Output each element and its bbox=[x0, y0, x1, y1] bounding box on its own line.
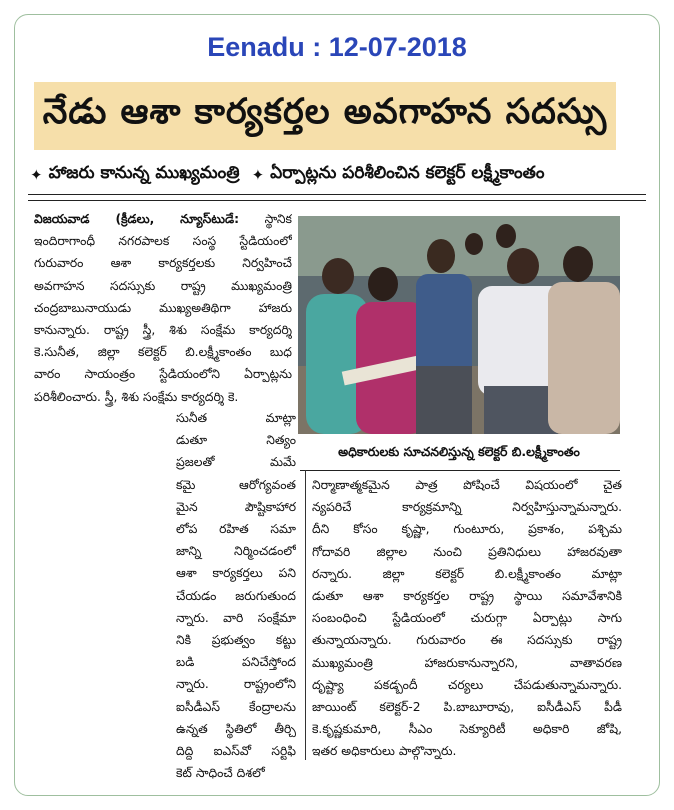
news-photo bbox=[298, 216, 620, 434]
article-line: దిద్ది ఐఎస్‌వో సర్టిఫి bbox=[176, 744, 296, 759]
masthead-title: Eenadu : 12-07-2018 bbox=[207, 32, 467, 62]
article-line: తున్నాయన్నారు. గురువారం ఈ సదస్సుకు రాష్ట్ర bbox=[312, 633, 622, 648]
article-line: వారం సాయంత్రం స్టేడియంలోని ఏర్పాట్లను bbox=[34, 367, 292, 382]
article-line-text: స్థానిక bbox=[264, 212, 292, 226]
article-line: కె.కృష్ణకుమారి, సీఎం సెక్యూరిటీ అధికారి జోషి, bbox=[312, 722, 622, 737]
headline-text: నేడు ఆశా కార్యకర్తల అవగాహన సదస్సు bbox=[42, 92, 608, 132]
article-line: కానున్నారు. రాష్ట్ర స్త్రీ, శిశు సంక్షేమ కార్యదర్శి bbox=[34, 323, 292, 338]
article-line: జాన్ని నిర్మించడంలో bbox=[176, 544, 296, 559]
article-column-narrow bbox=[176, 407, 296, 784]
article-line: ముఖ్యమంత్రి హాజరుకానున్నారని, వాతావరణ bbox=[312, 655, 622, 670]
article-line: ఐసీడీఎస్ కేంద్రాలను bbox=[176, 699, 296, 714]
headline-banner bbox=[34, 82, 616, 150]
article-line: నిర్మాణాత్మకమైన పాత్ర పోషించే విషయంలో చైత bbox=[312, 478, 622, 492]
subhead-item bbox=[30, 163, 240, 187]
subhead-text: హాజరు కానున్న ముఖ్యమంత్రి bbox=[48, 163, 240, 183]
article-line: సంబంధించి స్టేడియంలో చురుగ్గా ఏర్పాట్లు సాగు bbox=[312, 611, 622, 626]
divider-caption bbox=[300, 470, 620, 471]
subhead-text: ఏర్పాట్లను పరిశీలించిన కలెక్టర్ లక్ష్మీకాంతం bbox=[270, 163, 545, 183]
article-line: దీని కోసం కృష్ణా, గుంటూరు, ప్రకాశం, పశ్చిమ bbox=[312, 522, 622, 537]
subhead-item bbox=[252, 163, 545, 187]
article-line: గురువారం ఆశా కార్యకర్తలకు నిర్వహించే bbox=[34, 256, 292, 271]
article-line: జాయింట్ కలెక్టర్-2 పి.బాబూరావు, ఐసీడీఎస్ పీడీ bbox=[312, 700, 622, 715]
article-line: ఆశా కార్యకర్తలు పని bbox=[176, 566, 296, 581]
article-line: సునీత మాట్లా bbox=[176, 411, 296, 425]
article-line: కె.సునీత, జిల్లా కలెక్టర్ బి.లక్ష్మీకాంతం బుధ bbox=[34, 345, 292, 360]
article-line: న్నారు. రాష్ట్రంలోని bbox=[176, 677, 296, 692]
article-line: మైన పౌష్టికాహార bbox=[176, 499, 296, 514]
article-line bbox=[34, 208, 292, 230]
article-line: న్యపరిచే కార్యక్రమాన్ని నిర్వహిస్తున్నామన్నారు. bbox=[312, 500, 622, 515]
article-line: డుతూ ఆశా కార్యకర్తల రాష్ట్ర స్థాయి సమావేశానికి bbox=[312, 589, 622, 604]
divider-top-2 bbox=[28, 200, 646, 201]
article-line: ప్రజలతో మమే bbox=[176, 455, 296, 470]
article-line: ఉన్నత స్థితిలో తీర్చి bbox=[176, 721, 296, 736]
article-column-top bbox=[34, 208, 292, 408]
article-line: పరిశీలించారు. స్త్రీ, శిశు సంక్షేమ కార్యదర్శి కె. bbox=[34, 389, 239, 404]
article-column-right bbox=[312, 474, 622, 763]
article-line: లోప రహిత సమా bbox=[176, 522, 296, 537]
subheadlines bbox=[30, 160, 650, 190]
article-line: చేయడం జరుగుతుంద bbox=[176, 588, 296, 603]
article-line: కమై ఆరోగ్యవంత bbox=[176, 477, 296, 492]
diamond-bullet-icon: ✦ bbox=[251, 166, 265, 184]
article-line: రన్నారు. జిల్లా కలెక్టర్ బి.లక్ష్మీకాంతం మాట్లా bbox=[312, 566, 622, 581]
article-line: చంద్రబాబునాయుడు ముఖ్యఅతిథిగా హాజరు bbox=[34, 300, 292, 315]
article-line: నికి ప్రభుత్వం కట్టు bbox=[176, 633, 296, 648]
article-line: ఇతర అధికారులు పాల్గొన్నారు. bbox=[312, 744, 457, 759]
photo-caption: అధికారులకు సూచనలిస్తున్న కలెక్టర్ బి.లక్ష్మీకాంతం bbox=[338, 443, 580, 459]
column-divider bbox=[305, 470, 306, 760]
photo-illustration bbox=[298, 216, 620, 434]
article-line: దృష్ట్యా పకడ్బందీ చర్యలు చేపడుతున్నామన్నారు. bbox=[312, 677, 622, 692]
article-line: కెట్ సాధించే దిశలో bbox=[176, 766, 265, 781]
article-line: బడి పనిచేస్తోంద bbox=[176, 655, 296, 670]
diamond-bullet-icon: ✦ bbox=[30, 166, 43, 184]
article-line: ఇందిరాగాంధీ నగరపాలక సంస్థ స్టేడియంలో bbox=[34, 234, 292, 249]
article-line: గోదావరి జిల్లాల నుంచి ప్రతినిధులు హాజరవుతా bbox=[312, 544, 622, 559]
article-line: అవగాహన సదస్సుకు రాష్ట్ర ముఖ్యమంత్రి bbox=[34, 278, 292, 293]
article-line: డుతూ నిత్యం bbox=[176, 433, 296, 448]
divider-top bbox=[28, 194, 646, 195]
dateline: విజయవాడ (క్రీడలు, న్యూస్‌టుడే: bbox=[34, 212, 240, 226]
article-line: న్నారు. వారి సంక్షేమా bbox=[176, 610, 296, 625]
